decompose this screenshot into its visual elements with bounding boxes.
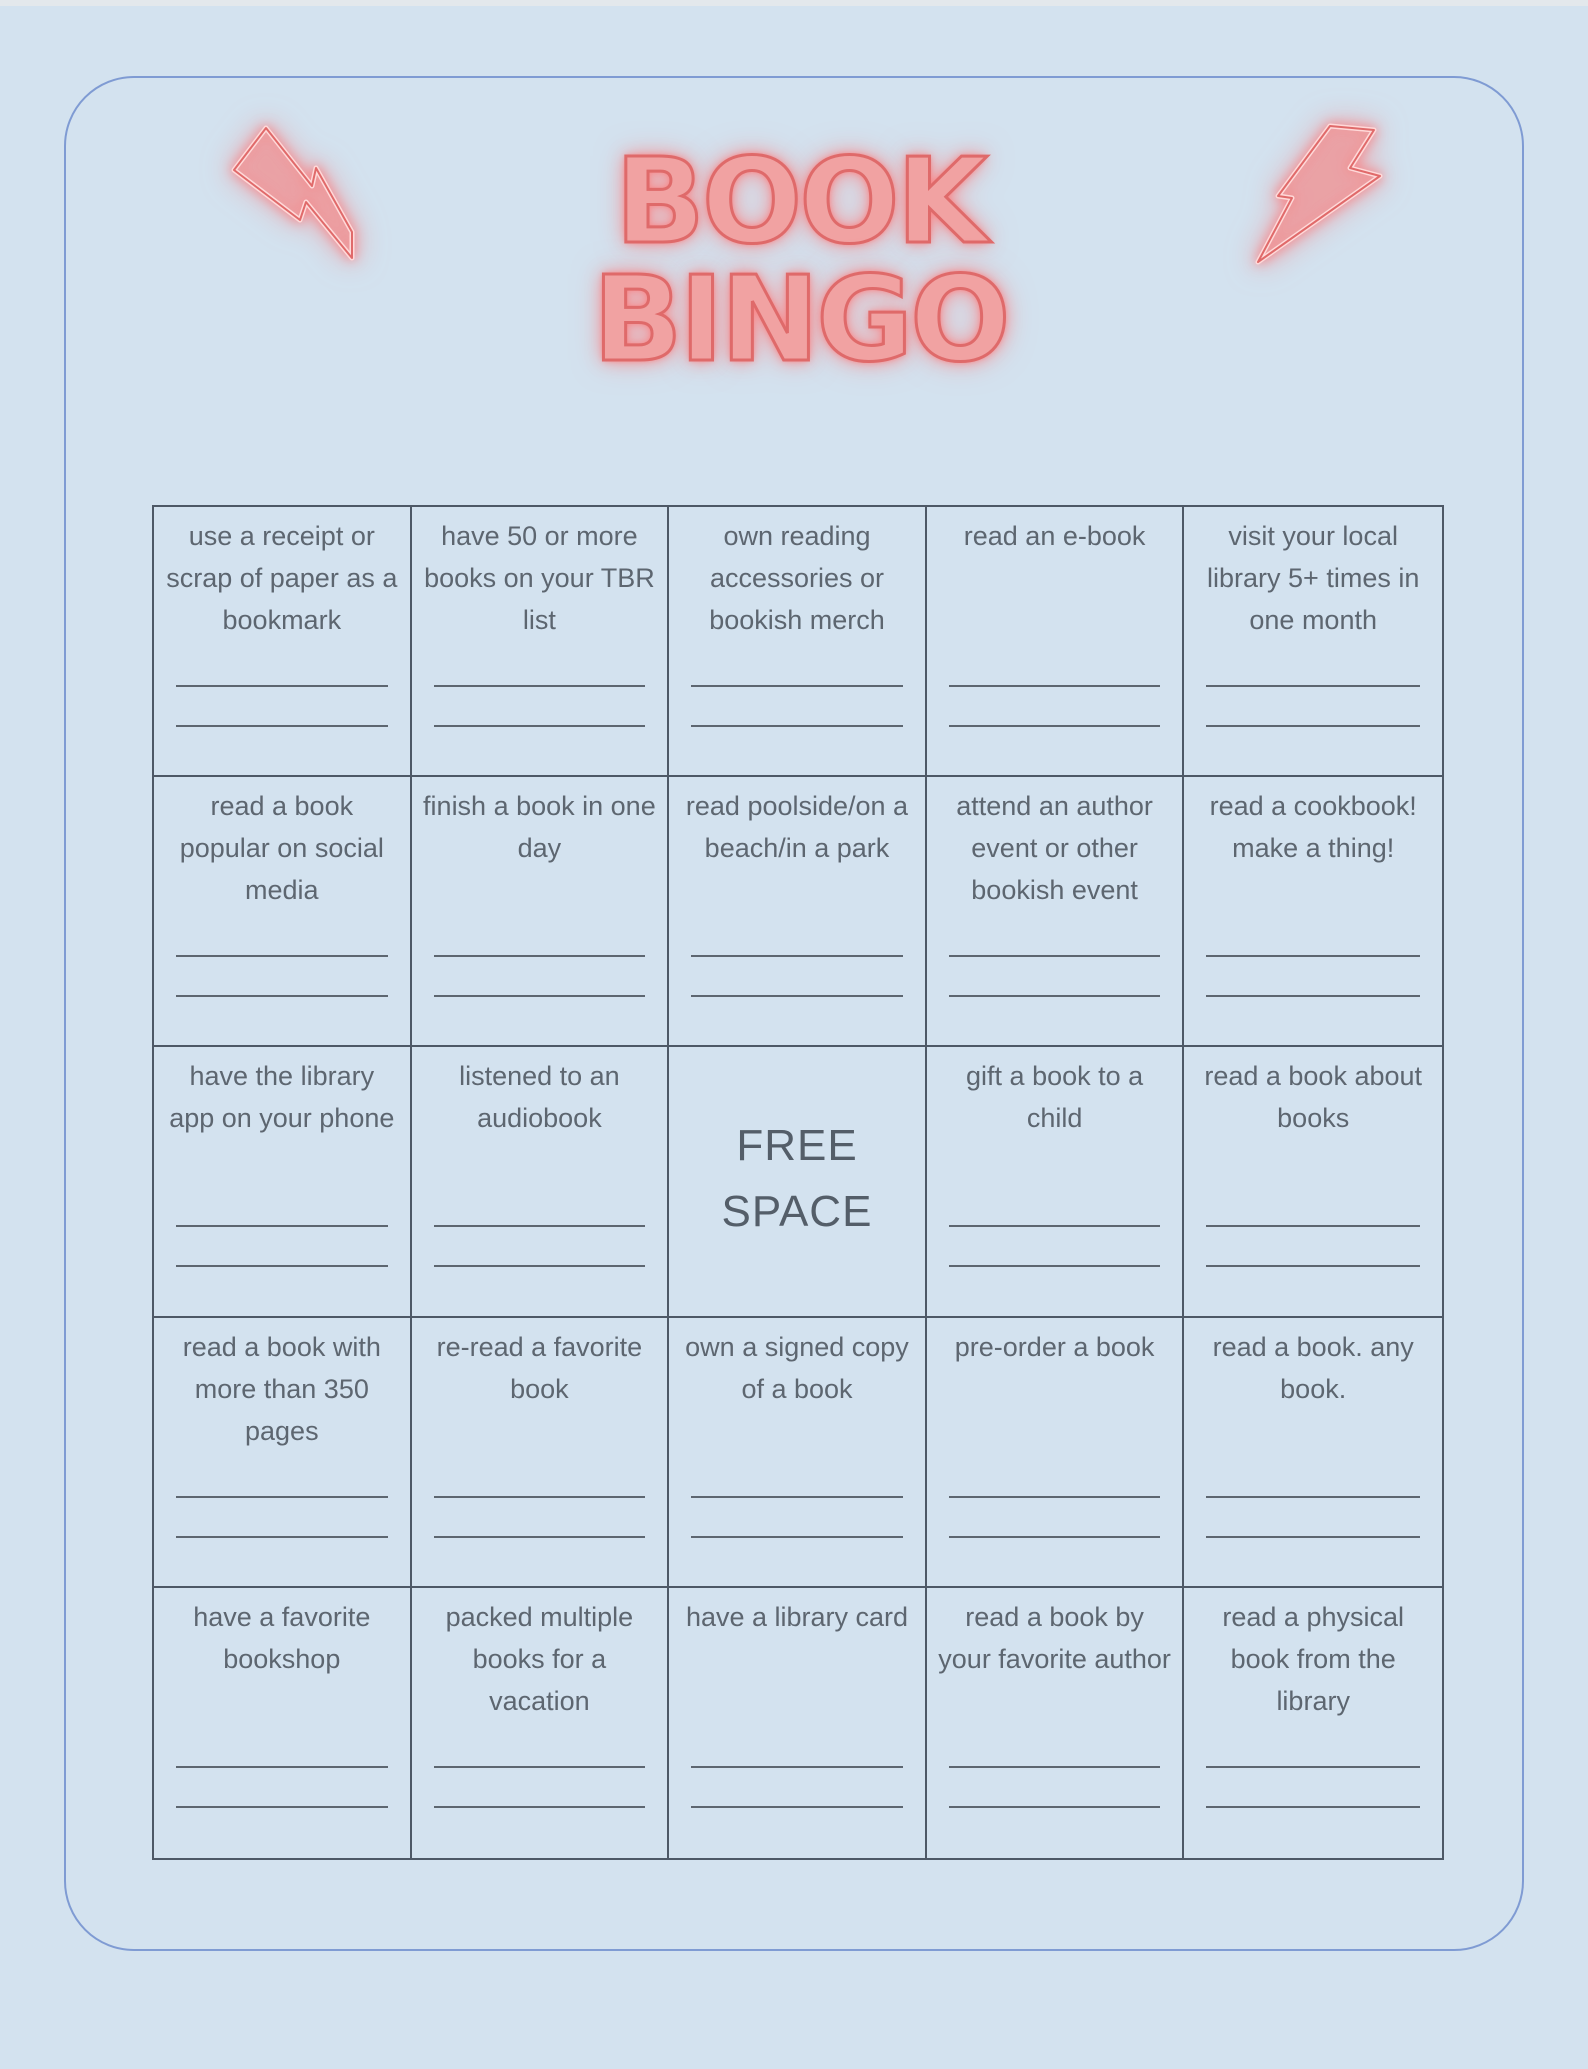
write-line (434, 1496, 646, 1498)
bingo-cell[interactable] (412, 507, 670, 777)
bingo-cell[interactable] (154, 1047, 412, 1317)
bingo-cell[interactable] (669, 1588, 927, 1858)
cell-text: read poolside/on a beach/in a park (685, 791, 909, 864)
write-line (1206, 1265, 1420, 1267)
write-line (949, 725, 1161, 727)
cell-text: read a physical book from the library (1222, 1601, 1404, 1716)
write-line (434, 955, 646, 957)
lightning-bolt-icon (226, 120, 366, 270)
write-line (691, 1536, 903, 1538)
bingo-cell[interactable] (154, 1588, 412, 1858)
write-line (949, 1496, 1161, 1498)
write-line (691, 1766, 903, 1768)
write-line (691, 725, 903, 727)
write-line (949, 685, 1161, 687)
bingo-cell[interactable] (1184, 1318, 1442, 1588)
write-line (434, 685, 646, 687)
free-space-cell[interactable] (669, 1047, 927, 1317)
write-line (434, 1806, 646, 1808)
write-line (434, 1265, 646, 1267)
write-line (176, 955, 388, 957)
cell-text: read a book. any book. (1212, 1331, 1414, 1404)
free-space-line-2: SPACE (721, 1187, 873, 1237)
write-line (691, 1806, 903, 1808)
write-line (949, 1536, 1161, 1538)
cell-text: own reading accessories or bookish merch (709, 521, 885, 635)
cell-text: have a favorite bookshop (193, 1601, 371, 1674)
write-line (434, 1225, 646, 1227)
cell-text: gift a book to a child (966, 1061, 1144, 1134)
bingo-cell[interactable] (154, 777, 412, 1047)
write-line (176, 1225, 388, 1227)
write-line (434, 1536, 646, 1538)
page-title: BOOK BINGO (592, 132, 1008, 388)
bingo-cell[interactable] (154, 1318, 412, 1588)
bingo-cell[interactable] (669, 777, 927, 1047)
write-line (949, 955, 1161, 957)
top-strip (0, 0, 1588, 6)
write-line (176, 1806, 388, 1808)
bingo-cell[interactable] (154, 507, 412, 777)
write-line (1206, 685, 1420, 687)
write-line (176, 995, 388, 997)
write-line (176, 1536, 388, 1538)
write-line (691, 995, 903, 997)
bingo-cell[interactable] (412, 1047, 670, 1317)
cell-text: read a book popular on social media (179, 791, 384, 906)
bingo-cell[interactable] (927, 1047, 1185, 1317)
write-line (1206, 995, 1420, 997)
cell-text: have a library card (685, 1601, 909, 1632)
write-line (176, 1265, 388, 1267)
write-line (691, 685, 903, 687)
bingo-cell[interactable] (1184, 507, 1442, 777)
write-line (1206, 725, 1420, 727)
free-space-label (669, 1113, 925, 1245)
cell-text: visit your local library 5+ times in one month (1207, 521, 1420, 635)
write-line (691, 955, 903, 957)
cell-text: attend an author event or other bookish event (956, 791, 1153, 906)
cell-text: read a book about books (1204, 1061, 1423, 1134)
bingo-cell[interactable] (927, 1318, 1185, 1588)
write-line (434, 995, 646, 997)
bingo-cell[interactable] (1184, 1588, 1442, 1858)
bingo-cell[interactable] (669, 507, 927, 777)
write-line (949, 995, 1161, 997)
write-line (691, 1496, 903, 1498)
cell-text: read a book by your favorite author (938, 1601, 1171, 1674)
write-line (949, 1265, 1161, 1267)
write-line (1206, 955, 1420, 957)
write-line (434, 1766, 646, 1768)
bingo-cell[interactable] (412, 777, 670, 1047)
bingo-cell[interactable] (927, 1588, 1185, 1858)
bingo-cell[interactable] (412, 1588, 670, 1858)
cell-text: read a book with more than 350 pages (182, 1331, 381, 1446)
lightning-bolt-icon (1238, 120, 1388, 270)
write-line (949, 1225, 1161, 1227)
write-line (1206, 1806, 1420, 1808)
write-line (1206, 1536, 1420, 1538)
write-line (176, 685, 388, 687)
write-line (434, 725, 646, 727)
cell-text: have the library app on your phone (169, 1061, 395, 1134)
cell-text: read an e-book (963, 521, 1146, 551)
write-line (1206, 1496, 1420, 1498)
bingo-cell[interactable] (927, 507, 1185, 777)
bingo-cell[interactable] (412, 1318, 670, 1588)
bingo-cell[interactable] (1184, 777, 1442, 1047)
title-area (0, 120, 1588, 388)
cell-text: re-read a favorite book (436, 1331, 643, 1404)
free-space-line-1: FREE (736, 1121, 858, 1171)
write-line (949, 1766, 1161, 1768)
bingo-grid (152, 505, 1444, 1860)
cell-text: pre-order a book (954, 1331, 1155, 1362)
bingo-cell[interactable] (1184, 1047, 1442, 1317)
write-line (1206, 1766, 1420, 1768)
cell-text: finish a book in one day (423, 791, 656, 864)
cell-text: read a cookbook! make a thing! (1209, 791, 1417, 864)
write-line (176, 1496, 388, 1498)
cell-text: use a receipt or scrap of paper as a bookmark (166, 521, 398, 635)
cell-text: have 50 or more books on your TBR list (424, 521, 655, 635)
bingo-cell[interactable] (927, 777, 1185, 1047)
cell-text: listened to an audiobook (459, 1061, 620, 1134)
cell-text: own a signed copy of a book (685, 1331, 909, 1404)
cell-text: packed multiple books for a vacation (445, 1601, 634, 1716)
bingo-cell[interactable] (669, 1318, 927, 1588)
write-line (176, 725, 388, 727)
write-line (176, 1766, 388, 1768)
write-line (949, 1806, 1161, 1808)
write-line (1206, 1225, 1420, 1227)
